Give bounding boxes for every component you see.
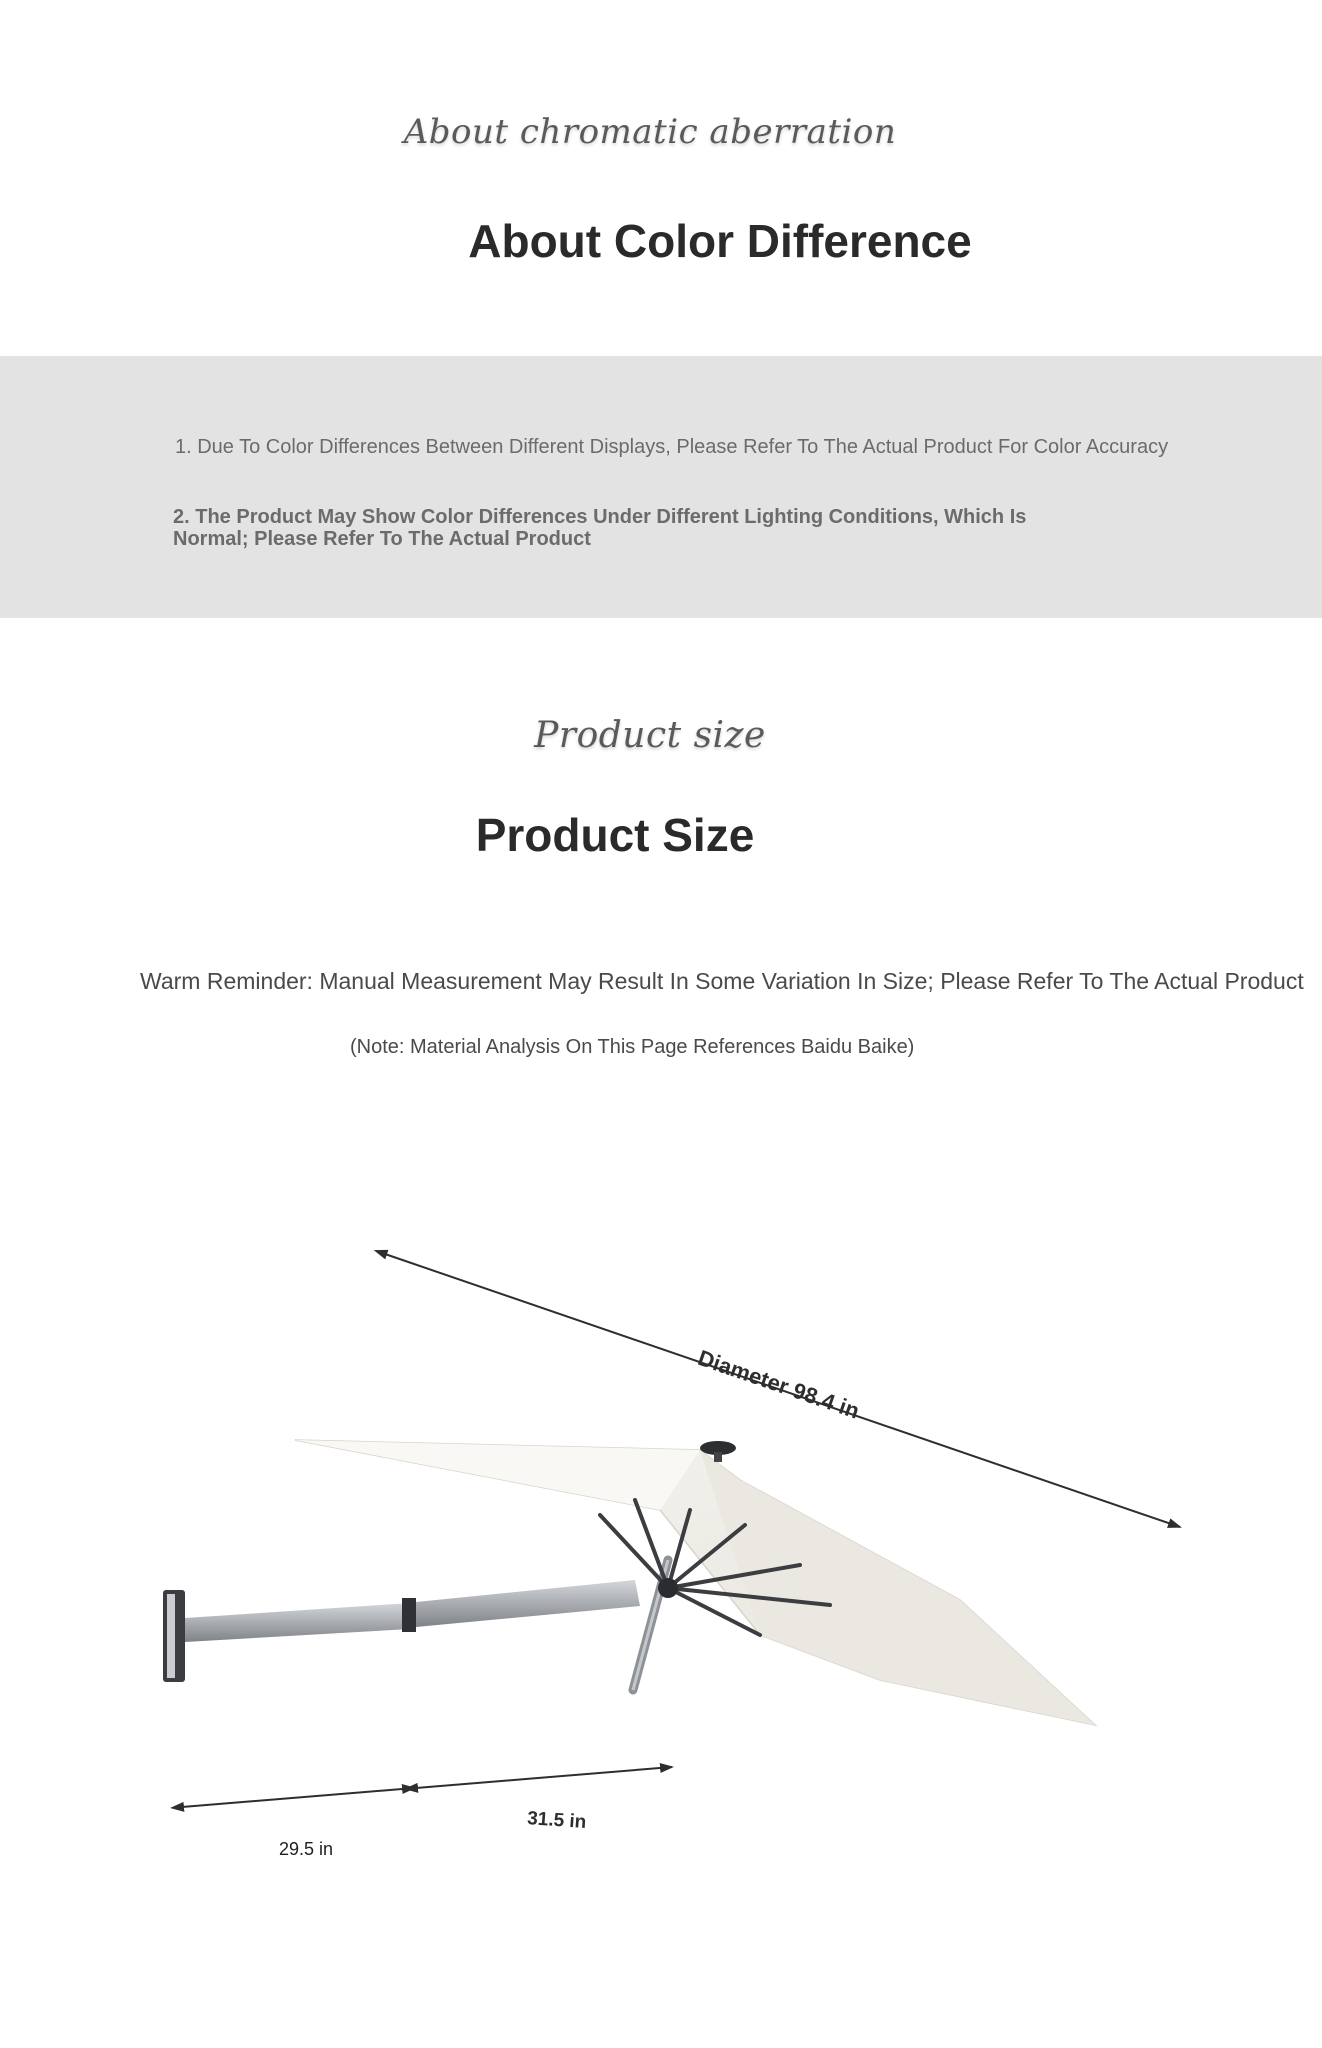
color-notes-band (0, 356, 1322, 618)
rib-hub (658, 1578, 678, 1598)
arm-right-arrow (416, 1767, 672, 1788)
color-note-2: 2. The Product May Show Color Differences Under Different Lighting Conditions, Which Is Normal; Please Refer To The Actual Product (173, 506, 1027, 550)
telescopic-arm (185, 1580, 640, 1642)
arm-left-label: 29.5 in (279, 1839, 334, 1859)
size-script-heading: Product size (534, 715, 766, 756)
color-note-1: 1. Due To Color Differences Between Different Displays, Please Refer To The Actual Product For Color Accuracy (175, 436, 1169, 458)
size-section-title: Product Size (475, 809, 755, 861)
diameter-label: Diameter 98.4 in (694, 1345, 863, 1424)
color-section-title: About Color Difference (468, 215, 972, 267)
arm-right-label: 31.5 in (526, 1808, 588, 1834)
color-script-heading: About chromatic aberration (403, 112, 897, 152)
umbrella-dimension-diagram (0, 1180, 1322, 1900)
arm-left-arrow (182, 1788, 414, 1807)
material-note: (Note: Material Analysis On This Page References Baidu Baike) (350, 1036, 915, 1058)
wall-bracket (163, 1590, 185, 1682)
measurement-reminder: Warm Reminder: Manual Measurement May Result In Some Variation In Size; Please Refer To The Actual Product (140, 968, 1304, 994)
